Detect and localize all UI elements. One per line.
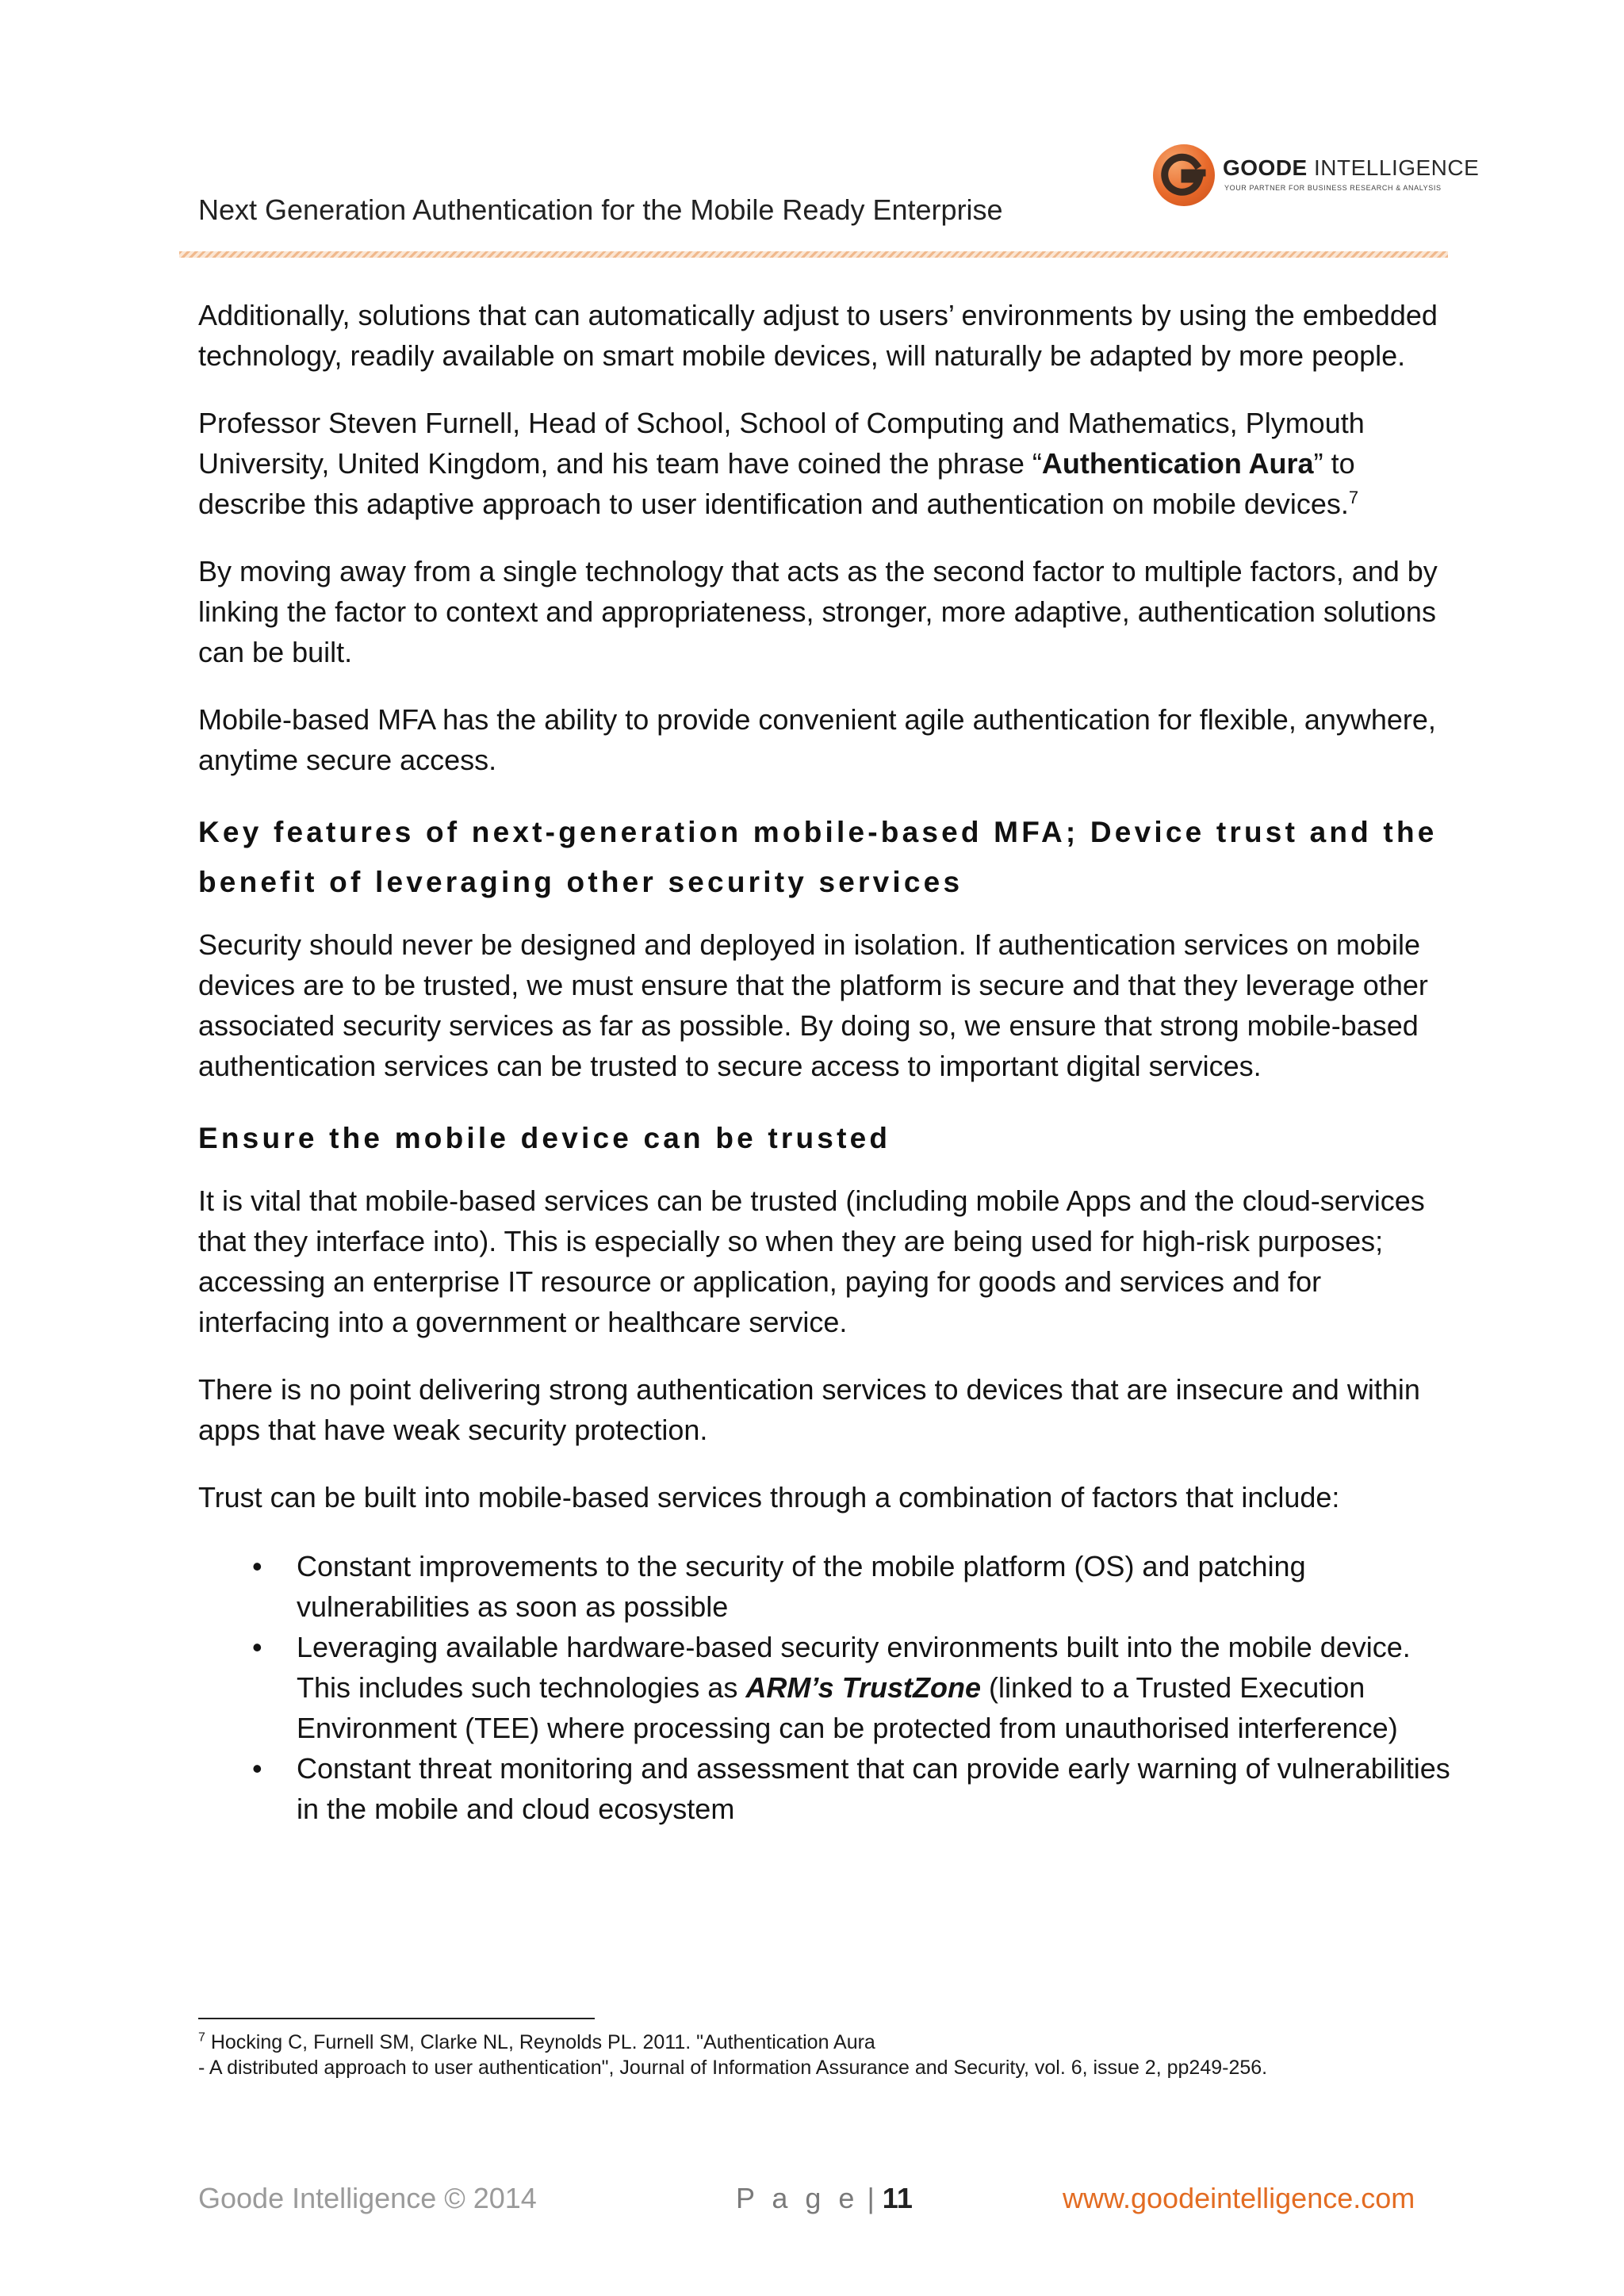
arm-trustzone-term: ARM’s TrustZone	[745, 1671, 982, 1704]
header-divider	[179, 251, 1448, 258]
paragraph: It is vital that mobile-based services can be trusted (including mobile Apps and the cloud-services that they interface into). This is especially so when they are being used for high-risk purposes; accessing an enterprise IT resource or application, paying for goods and services and for interfacing into a government or healthcare service.	[198, 1184, 1425, 1338]
goode-g-logo-icon	[1153, 144, 1215, 206]
section-heading: Key features of next-generation mobile-based MFA; Device trust and the benefit of leveraging other security services	[198, 816, 1438, 898]
paragraph: Trust can be built into mobile-based services through a combination of factors that include:	[198, 1481, 1340, 1513]
list-item: • Constant threat monitoring and assessment that can provide early warning of vulnerabilities in the mobile and cloud ecosystem	[198, 1748, 1459, 1829]
bullet-icon: •	[252, 1752, 262, 1785]
paragraph: Professor Steven Furnell, Head of School, School of Computing and Mathematics, Plymouth University, United Kingdom, and his team have coined the phrase “Authentication Aura” to describe this adaptive approach to user identification and authentication on mobile devices.$^7$	[198, 407, 1365, 520]
paragraph: Security should never be designed and deployed in isolation. If authentication services on mobile devices are to be trusted, we must ensure that the platform is secure and that they leverage other associated security services as far as possible. By doing so, we ensure that strong mobile-based authentication services can be trusted to secure access to important digital services.	[198, 928, 1428, 1082]
footer-copyright: Goode Intelligence © 2014	[198, 2182, 537, 2214]
footer-website-link[interactable]: www.goodeintelligence.com	[1063, 2182, 1415, 2214]
logo-tagline: YOUR PARTNER FOR BUSINESS RESEARCH & ANALYSIS	[1224, 184, 1442, 192]
paragraph: There is no point delivering strong authentication services to devices that are insecure and within apps that have weak security protection.	[198, 1373, 1420, 1446]
section-heading: Ensure the mobile device can be trusted	[198, 1122, 891, 1154]
footer-page-number: P a g e | 11	[736, 2182, 913, 2214]
trust-factors-list	[198, 1546, 1459, 1829]
goode-intelligence-logo	[1153, 144, 1480, 208]
paragraph: By moving away from a single technology that acts as the second factor to multiple factors, and by linking the factor to context and appropriateness, stronger, more adaptive, authentication solutions can be built.	[198, 555, 1438, 668]
bullet-icon: •	[252, 1631, 262, 1663]
authentication-aura-term: Authentication Aura	[1041, 447, 1314, 480]
footnote-divider	[198, 2018, 595, 2019]
paragraph: Mobile-based MFA has the ability to provide convenient agile authentication for flexible, anywhere, anytime secure access.	[198, 703, 1436, 776]
footnote	[198, 2030, 1467, 2080]
document-header-title: Next Generation Authentication for the Mobile Ready Enterprise	[198, 193, 1003, 226]
footnote-reference[interactable]: 7	[1348, 488, 1359, 507]
footnote-line: $^7$ Hocking C, Furnell SM, Clarke NL, Reynolds PL. 2011. "Authentication Aura	[198, 2030, 875, 2053]
list-item: • Constant improvements to the security of the mobile platform (OS) and patching vulnerabilities as soon as possible	[198, 1546, 1459, 1627]
list-item: • Leveraging available hardware-based security environments built into the mobile device. This includes such technologies as ARM’s TrustZone (linked to a Trusted Execution Environment (TEE) where processing can be protected from unauthorised interference)	[198, 1627, 1459, 1748]
logo-wordmark: GOODE INTELLIGENCE	[1223, 155, 1480, 180]
footnote-number: 7	[198, 2030, 205, 2045]
paragraph: Additionally, solutions that can automatically adjust to users’ environments by using the embedded technology, readily available on smart mobile devices, will naturally be adapted by more people.	[198, 299, 1438, 372]
page-body	[198, 295, 1459, 1829]
footnote-line: - A distributed approach to user authentication", Journal of Information Assurance and Security, vol. 6, issue 2, pp249-256.	[198, 2057, 1268, 2079]
bullet-icon: •	[252, 1550, 262, 1582]
